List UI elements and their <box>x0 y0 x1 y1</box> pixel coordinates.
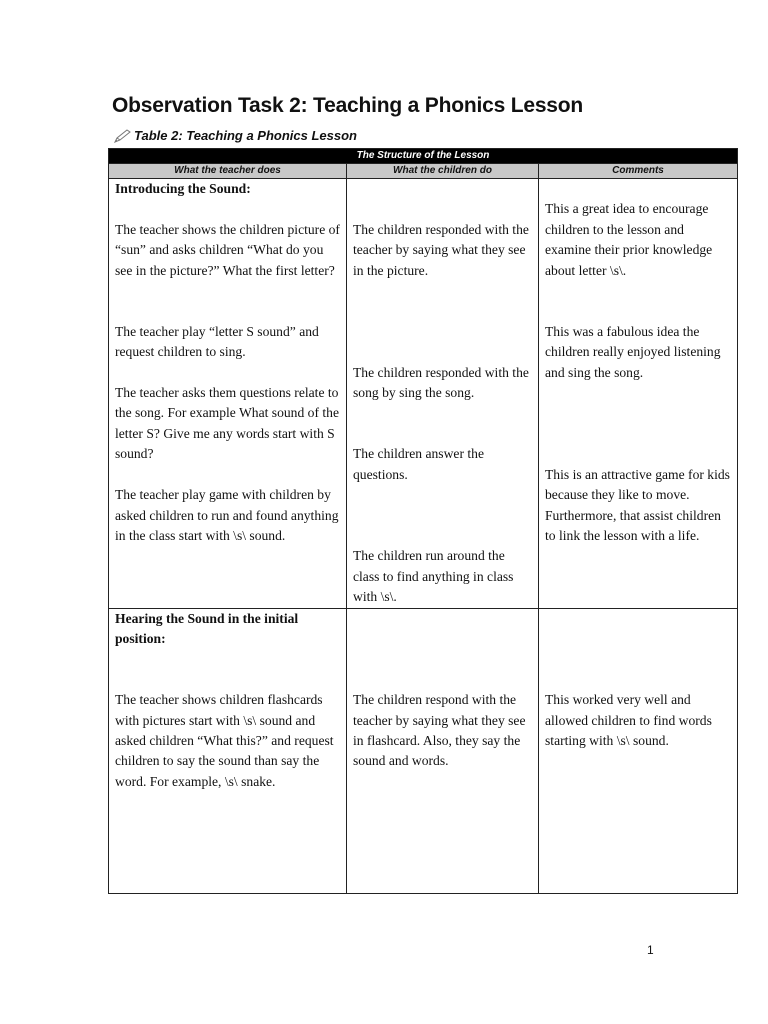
cell-paragraph: The children responded with the teacher by saying what they see in the picture. <box>353 221 529 278</box>
cell-paragraph: This is an attractive game for kids because they like to move. Furthermore, that assist children to link the lesson with a life. <box>545 466 730 543</box>
cell-spacer <box>545 281 731 301</box>
cell-children <box>347 179 539 609</box>
cell-spacer <box>353 342 532 362</box>
cell-spacer <box>353 322 532 342</box>
table-header-row <box>109 164 738 179</box>
table-caption-text: Table 2: Teaching a Phonics Lesson <box>134 128 357 143</box>
table-row-hearing-sound <box>109 608 738 893</box>
page-title: Observation Task 2: Teaching a Phonics Lesson <box>112 94 584 117</box>
cell-paragraph: The teacher asks them questions relate to the song. For example What sound of the letter S? Give me any words start with S sound? <box>115 385 340 462</box>
cell-spacer <box>545 629 731 649</box>
cell-spacer <box>353 526 532 546</box>
cell-comments <box>539 608 738 893</box>
cell-spacer <box>353 281 532 301</box>
cell-spacer <box>545 444 731 464</box>
cell-spacer <box>545 403 731 423</box>
cell-paragraph: The teacher play game with children by asked children to run and found anything in the class start with \s\ sound. <box>115 487 339 543</box>
page-number: 1 <box>647 943 654 957</box>
cell-paragraph: The children responded with the song by sing the song. <box>353 364 529 401</box>
cell-spacer <box>353 424 532 444</box>
cell-paragraph: The teacher shows children flashcards with pictures start with \s\ sound and asked children “What this?” and request children to say the sound than say the word. For example, \s\ snake. <box>115 692 334 789</box>
header-children: What the children do <box>347 164 539 179</box>
lesson-structure-table <box>108 148 738 894</box>
cell-comments <box>539 179 738 609</box>
cell-spacer <box>353 649 532 669</box>
cell-spacer <box>353 199 532 219</box>
cell-spacer <box>545 383 731 403</box>
section-heading: Introducing the Sound: <box>115 181 251 196</box>
cell-spacer <box>545 424 731 444</box>
header-teacher: What the teacher does <box>109 164 347 179</box>
cell-spacer <box>353 403 532 423</box>
cell-spacer <box>115 649 340 669</box>
section-heading: Hearing the Sound in the initial position: <box>115 610 299 646</box>
cell-paragraph: This was a fabulous idea the children really enjoyed listening and sing the song. <box>545 323 721 380</box>
cell-spacer <box>115 301 340 321</box>
cell-spacer <box>353 179 532 199</box>
cell-paragraph: The children respond with the teacher by saying what they see in flashcard. Also, they say the sound and words. <box>353 692 526 769</box>
cell-spacer <box>353 629 532 649</box>
table-caption <box>114 128 357 143</box>
cell-spacer <box>353 301 532 321</box>
cell-teacher <box>109 608 347 893</box>
cell-spacer <box>115 363 340 383</box>
cell-paragraph: This a great idea to encourage children to the lesson and examine their prior knowledge about letter \s\. <box>545 201 713 278</box>
cell-paragraph: The children answer the questions. <box>353 446 484 482</box>
cell-paragraph: This worked very well and allowed children to find words starting with \s\ sound. <box>545 692 712 748</box>
pencil-icon <box>114 129 132 143</box>
cell-spacer <box>353 506 532 526</box>
table-row-introducing-sound <box>109 179 738 609</box>
cell-spacer <box>545 649 731 669</box>
cell-paragraph: The teacher shows the children picture of “sun” and asks children “What do you see in the picture?” What the first letter? <box>115 221 340 278</box>
cell-spacer <box>353 485 532 505</box>
cell-spacer <box>115 199 340 219</box>
cell-spacer <box>353 670 532 690</box>
header-comments: Comments <box>539 164 738 179</box>
table-banner-row <box>109 149 738 164</box>
table-banner: The Structure of the Lesson <box>109 149 738 164</box>
cell-spacer <box>545 179 731 199</box>
cell-spacer <box>353 609 532 629</box>
cell-spacer <box>545 670 731 690</box>
cell-spacer <box>115 670 340 690</box>
cell-spacer <box>545 609 731 629</box>
cell-paragraph: The children run around the class to find anything in class with \s\. <box>353 548 514 605</box>
cell-spacer <box>115 465 340 485</box>
cell-teacher <box>109 179 347 609</box>
cell-spacer <box>115 281 340 301</box>
cell-children <box>347 608 539 893</box>
cell-paragraph: The teacher play “letter S sound” and request children to sing. <box>115 323 319 360</box>
cell-spacer <box>545 301 731 321</box>
